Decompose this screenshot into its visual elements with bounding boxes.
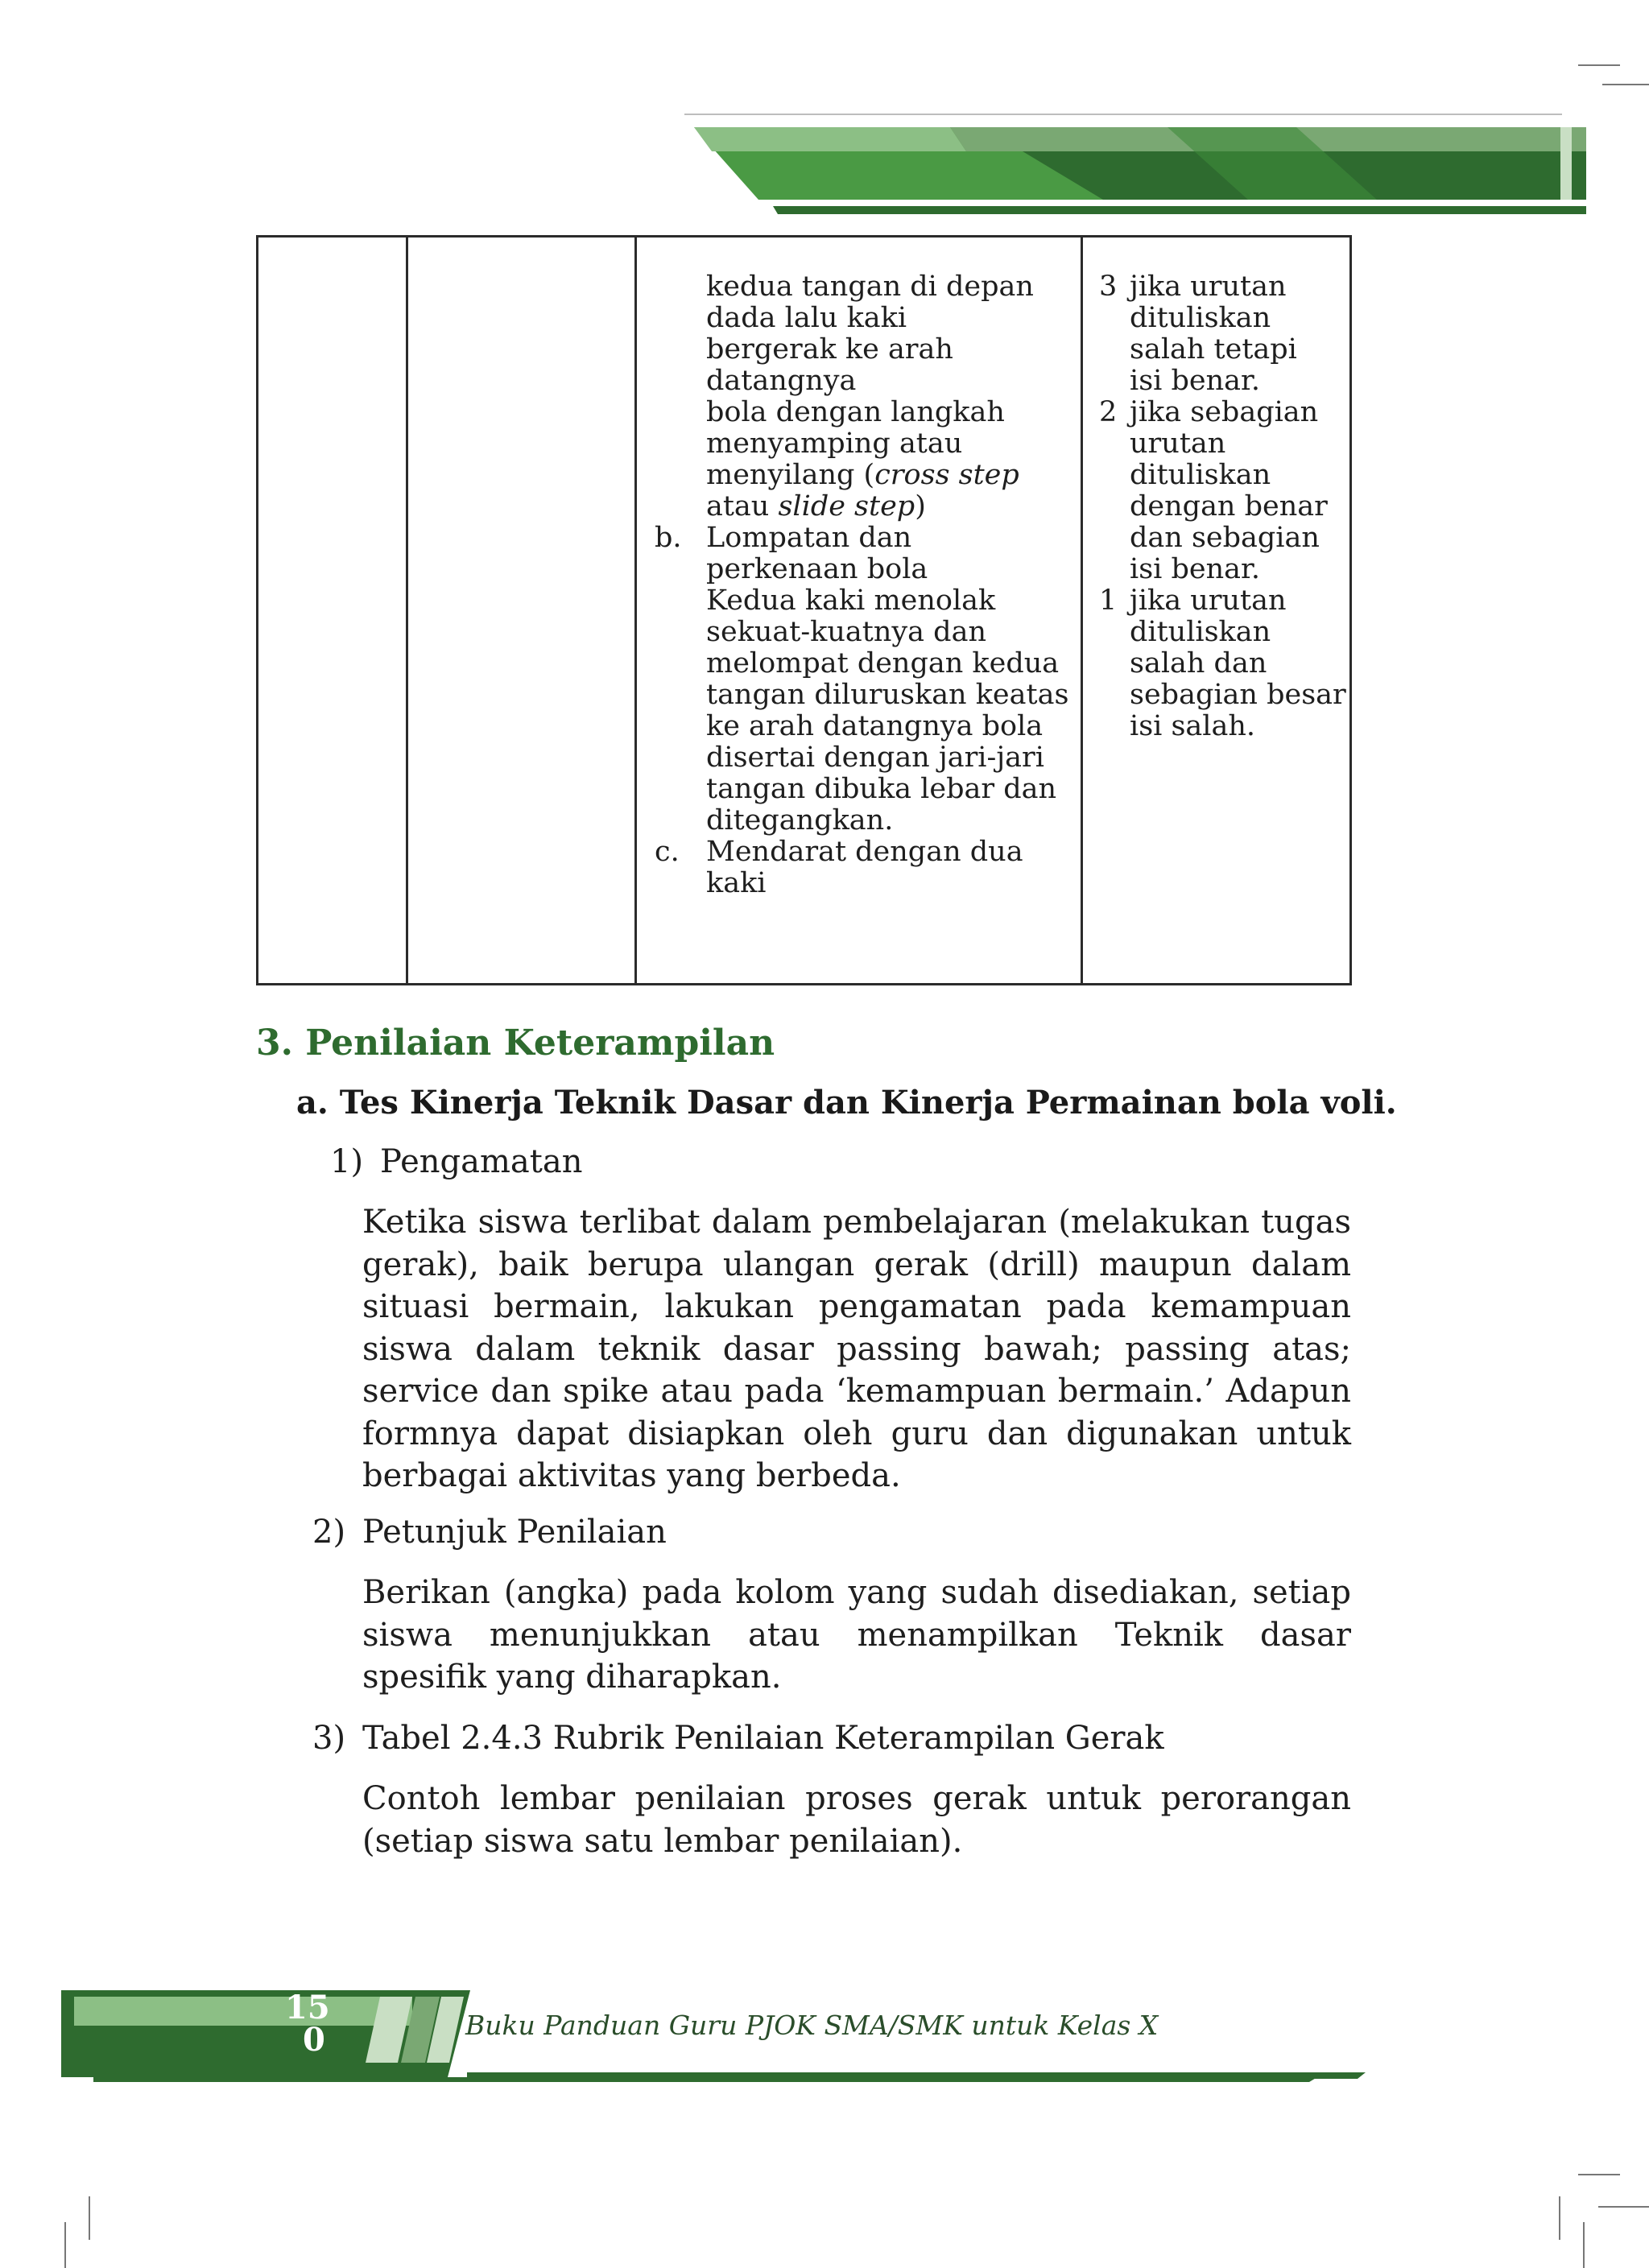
crop-mark-bottom-left-v2 <box>89 2196 90 2240</box>
score-line: dan sebagian <box>1130 522 1320 554</box>
crop-mark-bottom-right-h2 <box>1598 2206 1649 2208</box>
step-b-line: melompat dengan kedua <box>706 647 1060 680</box>
item-heading-2 <box>312 1514 667 1551</box>
cross-step-prefix: menyilang ( <box>706 459 875 491</box>
header-decoration <box>684 113 1586 217</box>
step-b-line: disertai dengan jari-jari <box>706 742 1044 774</box>
step-c-line: Mendarat dengan dua <box>706 836 1023 868</box>
section-title: 3. Penilaian Keterampilan <box>256 1022 775 1064</box>
item-number: 1) <box>330 1143 364 1180</box>
crop-mark-bottom-right-v2 <box>1583 2222 1585 2268</box>
paragraph-petunjuk: Berikan (angka) pada kolom yang sudah disediakan, setiap siswa menunjukkan atau menampilkan Teknik dasar spesifik yang diharapkan. <box>362 1574 1351 1696</box>
steps-lead-line-slide <box>706 491 1081 523</box>
page-number <box>285 1989 341 2059</box>
item-label: Tabel 2.4.3 Rubrik Penilaian Keterampilan Gerak <box>362 1720 1164 1757</box>
score-line: urutan <box>1130 428 1226 460</box>
steps-list <box>637 271 1081 899</box>
section-subtitle: a. Tes Kinerja Teknik Dasar dan Kinerja Permainan bola voli. <box>296 1084 1397 1122</box>
slide-step-suffix: ) <box>915 490 926 523</box>
score-line: salah dan <box>1130 647 1267 680</box>
steps-lead-line-1: dada lalu kaki <box>706 302 907 334</box>
step-marker-c: c. <box>655 836 680 868</box>
step-b-line: tangan diluruskan keatas <box>706 679 1069 711</box>
item-number: 3) <box>312 1720 346 1757</box>
score-line: isi benar. <box>1130 553 1261 585</box>
table-cell-steps <box>636 237 1082 985</box>
table-cell-scores <box>1082 237 1351 985</box>
page-number-bottom: 0 <box>303 2021 325 2059</box>
score-line: jika urutan <box>1130 271 1287 303</box>
step-b-line: sekuat-kuatnya dan <box>706 616 986 648</box>
score-line: jika sebagian <box>1130 396 1319 428</box>
step-b-line: Kedua kaki menolak <box>706 585 996 617</box>
steps-lead-line-2: bergerak ke arah <box>706 333 953 366</box>
score-line: dituliskan <box>1130 459 1271 491</box>
item-heading-3 <box>312 1720 1164 1757</box>
step-b-line: Lompatan dan <box>706 522 912 554</box>
crop-mark-bottom-right-h <box>1578 2174 1620 2175</box>
list-item <box>1083 271 1349 397</box>
table-row <box>258 237 1351 985</box>
slide-step-prefix: atau <box>706 490 779 523</box>
crop-mark-bottom-left-v <box>64 2222 66 2268</box>
assessment-table <box>256 235 1352 985</box>
step-b-line: tangan dibuka lebar dan <box>706 773 1057 805</box>
steps-lead-line-3: datangnya <box>706 365 857 397</box>
cross-step-term: cross step <box>874 459 1019 491</box>
score-line: sebagian besar <box>1130 679 1346 711</box>
item-label: Petunjuk Penilaian <box>362 1514 667 1551</box>
step-b-line: ditegangkan. <box>706 804 894 837</box>
paragraph-pengamatan: Ketika siswa terlibat dalam pembelajaran (melakukan tugas gerak), baik berupa ulangan gerak (drill) maupun dalam situasi bermain, lakukan pengamatan pada kemampuan siswa dalam teknik dasar passing bawah; passing atas; service dan spike atau pada ‘kemampuan bermain.’ Adapun formnya dapat disiapkan oleh guru dan digunakan untuk berbagai aktivitas yang berbeda. <box>362 1204 1351 1494</box>
steps-lead-line-cross <box>706 460 1081 491</box>
item-heading-1 <box>330 1143 582 1180</box>
item-label: Pengamatan <box>380 1143 583 1180</box>
step-b-line: perkenaan bola <box>706 553 928 585</box>
step-c-line: kaki <box>706 867 767 899</box>
score-line: dituliskan <box>1130 302 1271 334</box>
page-number-top: 15 <box>285 1989 330 2026</box>
crop-mark-bottom-right-v <box>1559 2196 1560 2240</box>
list-item <box>637 837 1081 899</box>
table-cell-empty-1 <box>258 237 407 985</box>
book-title: Buku Panduan Guru PJOK SMA/SMK untuk Kelas X <box>465 2010 1159 2041</box>
crop-mark-top-right-h <box>1578 64 1620 66</box>
score-list <box>1083 271 1349 742</box>
score-number: 3 <box>1099 271 1118 303</box>
paragraph-tabel: Contoh lembar penilaian proses gerak untuk perorangan (setiap siswa satu lembar penilaian). <box>362 1780 1351 1860</box>
crop-mark-top-right-h2 <box>1602 84 1649 85</box>
score-number: 2 <box>1099 396 1118 428</box>
item-number: 2) <box>312 1514 346 1551</box>
list-item <box>1083 585 1349 742</box>
score-line: isi salah. <box>1130 710 1256 742</box>
slide-step-term: slide step <box>778 490 915 523</box>
score-line: dengan benar <box>1130 490 1328 523</box>
steps-lead <box>637 271 1081 523</box>
score-line: isi benar. <box>1130 365 1261 397</box>
score-line: jika urutan <box>1130 585 1287 617</box>
score-line: salah tetapi <box>1130 333 1297 366</box>
step-marker-b: b. <box>655 522 682 554</box>
steps-lead-line-5: menyamping atau <box>706 428 963 460</box>
list-item <box>637 523 1081 837</box>
score-number: 1 <box>1099 585 1118 617</box>
step-b-line: ke arah datangnya bola <box>706 710 1044 742</box>
score-line: dituliskan <box>1130 616 1271 648</box>
list-item <box>1083 397 1349 585</box>
steps-lead-line-0: kedua tangan di depan <box>706 271 1034 303</box>
steps-lead-line-4: bola dengan langkah <box>706 396 1005 428</box>
table-cell-empty-2 <box>407 237 636 985</box>
